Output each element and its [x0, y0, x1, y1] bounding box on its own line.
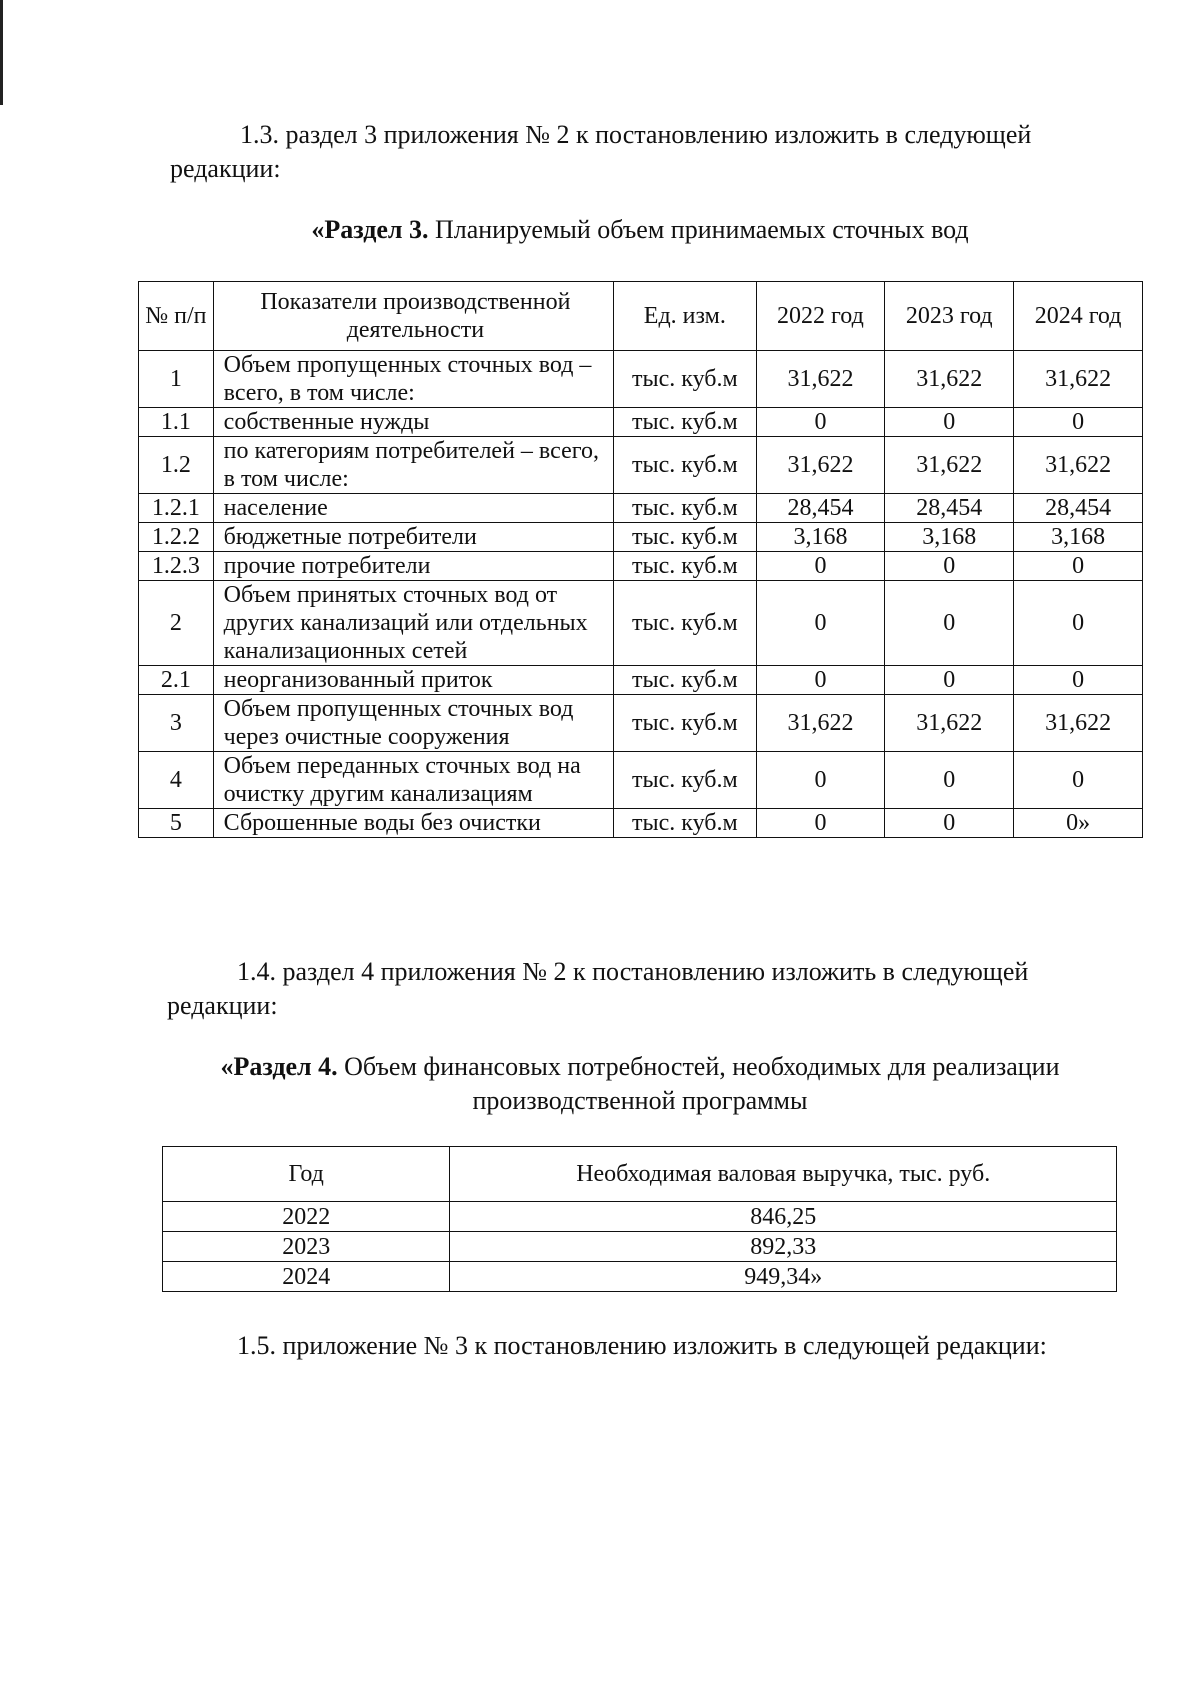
section-4-title-rest: Объем финансовых потребностей, необходимых для реализации: [337, 1052, 1060, 1081]
cell-num: 2: [139, 581, 214, 666]
cell-year: 2024: [163, 1262, 450, 1292]
cell-unit: тыс. куб.м: [614, 437, 756, 494]
table-row: [139, 581, 1143, 666]
section-4-title-line2: производственной программы: [472, 1086, 808, 1115]
cell-2024: 3,168: [1014, 523, 1143, 552]
cell-num: 1.2.3: [139, 552, 214, 581]
cell-name: Объем пропущенных сточных вод – всего, в том числе:: [213, 351, 613, 408]
cell-name: по категориям потребителей – всего, в том числе:: [213, 437, 613, 494]
header-name: Показатели производственной деятельности: [213, 282, 613, 351]
item-1-4-line2: редакции:: [167, 991, 278, 1020]
section-3-title-rest: Планируемый объем принимаемых сточных вод: [428, 215, 969, 244]
cell-2023: 31,622: [885, 695, 1014, 752]
header-unit: Ед. изм.: [614, 282, 756, 351]
section-4-title: [140, 1050, 1140, 1118]
cell-name: Объем переданных сточных вод на очистку другим канализациям: [213, 752, 613, 809]
table-row: [139, 552, 1143, 581]
item-1-4-line1: 1.4. раздел 4 приложения № 2 к постановлению изложить в следующей: [237, 957, 1029, 986]
cell-2022: 0: [756, 581, 885, 666]
cell-2024: 0: [1014, 752, 1143, 809]
cell-unit: тыс. куб.м: [614, 408, 756, 437]
cell-num: 1.2.1: [139, 494, 214, 523]
cell-num: 1: [139, 351, 214, 408]
cell-2023: 0: [885, 809, 1014, 838]
cell-2022: 3,168: [756, 523, 885, 552]
cell-2024: 31,622: [1014, 351, 1143, 408]
table-row: [139, 752, 1143, 809]
table-header-row: [139, 282, 1143, 351]
cell-revenue: 846,25: [450, 1202, 1117, 1232]
cell-2022: 31,622: [756, 351, 885, 408]
cell-2023: 0: [885, 581, 1014, 666]
cell-num: 4: [139, 752, 214, 809]
header-revenue: Необходимая валовая выручка, тыс. руб.: [450, 1147, 1117, 1202]
cell-num: 1.1: [139, 408, 214, 437]
table-row: [163, 1202, 1117, 1232]
cell-2024: 0»: [1014, 809, 1143, 838]
cell-unit: тыс. куб.м: [614, 351, 756, 408]
cell-2022: 0: [756, 809, 885, 838]
cell-unit: тыс. куб.м: [614, 752, 756, 809]
cell-name: Сброшенные воды без очистки: [213, 809, 613, 838]
section-4-title-bold: «Раздел 4.: [220, 1052, 338, 1081]
table-row: [139, 523, 1143, 552]
cell-2024: 31,622: [1014, 695, 1143, 752]
section-3-table: [138, 281, 1143, 838]
table-row: [163, 1232, 1117, 1262]
cell-name: прочие потребители: [213, 552, 613, 581]
item-1-5-paragraph: [167, 1329, 1157, 1363]
cell-2023: 0: [885, 408, 1014, 437]
table-row: [139, 809, 1143, 838]
cell-unit: тыс. куб.м: [614, 695, 756, 752]
cell-revenue: 892,33: [450, 1232, 1117, 1262]
section-3-title: [140, 213, 1140, 247]
cell-2022: 31,622: [756, 437, 885, 494]
header-2024: 2024 год: [1014, 282, 1143, 351]
header-num: № п/п: [139, 282, 214, 351]
cell-2024: 0: [1014, 581, 1143, 666]
cell-2022: 0: [756, 752, 885, 809]
scan-edge-mark: [0, 0, 3, 105]
cell-name: бюджетные потребители: [213, 523, 613, 552]
cell-unit: тыс. куб.м: [614, 523, 756, 552]
cell-2023: 31,622: [885, 437, 1014, 494]
table-row: [139, 695, 1143, 752]
cell-2022: 0: [756, 408, 885, 437]
item-1-3-line1: 1.3. раздел 3 приложения № 2 к постановлению изложить в следующей: [240, 120, 1032, 149]
cell-unit: тыс. куб.м: [614, 494, 756, 523]
cell-2023: 0: [885, 552, 1014, 581]
cell-unit: тыс. куб.м: [614, 581, 756, 666]
cell-name: Объем пропущенных сточных вод через очистные сооружения: [213, 695, 613, 752]
cell-name: неорганизованный приток: [213, 666, 613, 695]
cell-2022: 0: [756, 552, 885, 581]
cell-2024: 31,622: [1014, 437, 1143, 494]
cell-name: население: [213, 494, 613, 523]
header-2022: 2022 год: [756, 282, 885, 351]
cell-2023: 3,168: [885, 523, 1014, 552]
cell-2022: 31,622: [756, 695, 885, 752]
table-row: [139, 494, 1143, 523]
cell-num: 3: [139, 695, 214, 752]
cell-2024: 0: [1014, 666, 1143, 695]
item-1-3-line2: редакции:: [170, 154, 281, 183]
cell-num: 1.2: [139, 437, 214, 494]
cell-num: 5: [139, 809, 214, 838]
cell-unit: тыс. куб.м: [614, 666, 756, 695]
cell-2023: 31,622: [885, 351, 1014, 408]
section-4-table: [162, 1146, 1117, 1292]
item-1-4-paragraph: [167, 955, 1127, 1023]
table-row: [139, 408, 1143, 437]
cell-name: Объем принятых сточных вод от других канализаций или отдельных канализационных сетей: [213, 581, 613, 666]
cell-2022: 0: [756, 666, 885, 695]
header-2023: 2023 год: [885, 282, 1014, 351]
table-row: [139, 666, 1143, 695]
table-row: [139, 351, 1143, 408]
item-1-5-line1: 1.5. приложение № 3 к постановлению изложить в следующей редакции:: [237, 1331, 1047, 1360]
cell-year: 2022: [163, 1202, 450, 1232]
cell-2022: 28,454: [756, 494, 885, 523]
table-row: [163, 1262, 1117, 1292]
item-1-3-paragraph: [170, 118, 1120, 186]
cell-unit: тыс. куб.м: [614, 809, 756, 838]
cell-name: собственные нужды: [213, 408, 613, 437]
cell-num: 1.2.2: [139, 523, 214, 552]
header-year: Год: [163, 1147, 450, 1202]
cell-unit: тыс. куб.м: [614, 552, 756, 581]
cell-revenue: 949,34»: [450, 1262, 1117, 1292]
cell-2023: 28,454: [885, 494, 1014, 523]
section-3-table-body: [139, 351, 1143, 838]
cell-2023: 0: [885, 752, 1014, 809]
section-3-title-bold: «Раздел 3.: [311, 215, 429, 244]
table-header-row: [163, 1147, 1117, 1202]
cell-2024: 0: [1014, 408, 1143, 437]
cell-2023: 0: [885, 666, 1014, 695]
cell-2024: 0: [1014, 552, 1143, 581]
cell-year: 2023: [163, 1232, 450, 1262]
table-row: [139, 437, 1143, 494]
cell-2024: 28,454: [1014, 494, 1143, 523]
section-4-table-body: [163, 1202, 1117, 1292]
cell-num: 2.1: [139, 666, 214, 695]
